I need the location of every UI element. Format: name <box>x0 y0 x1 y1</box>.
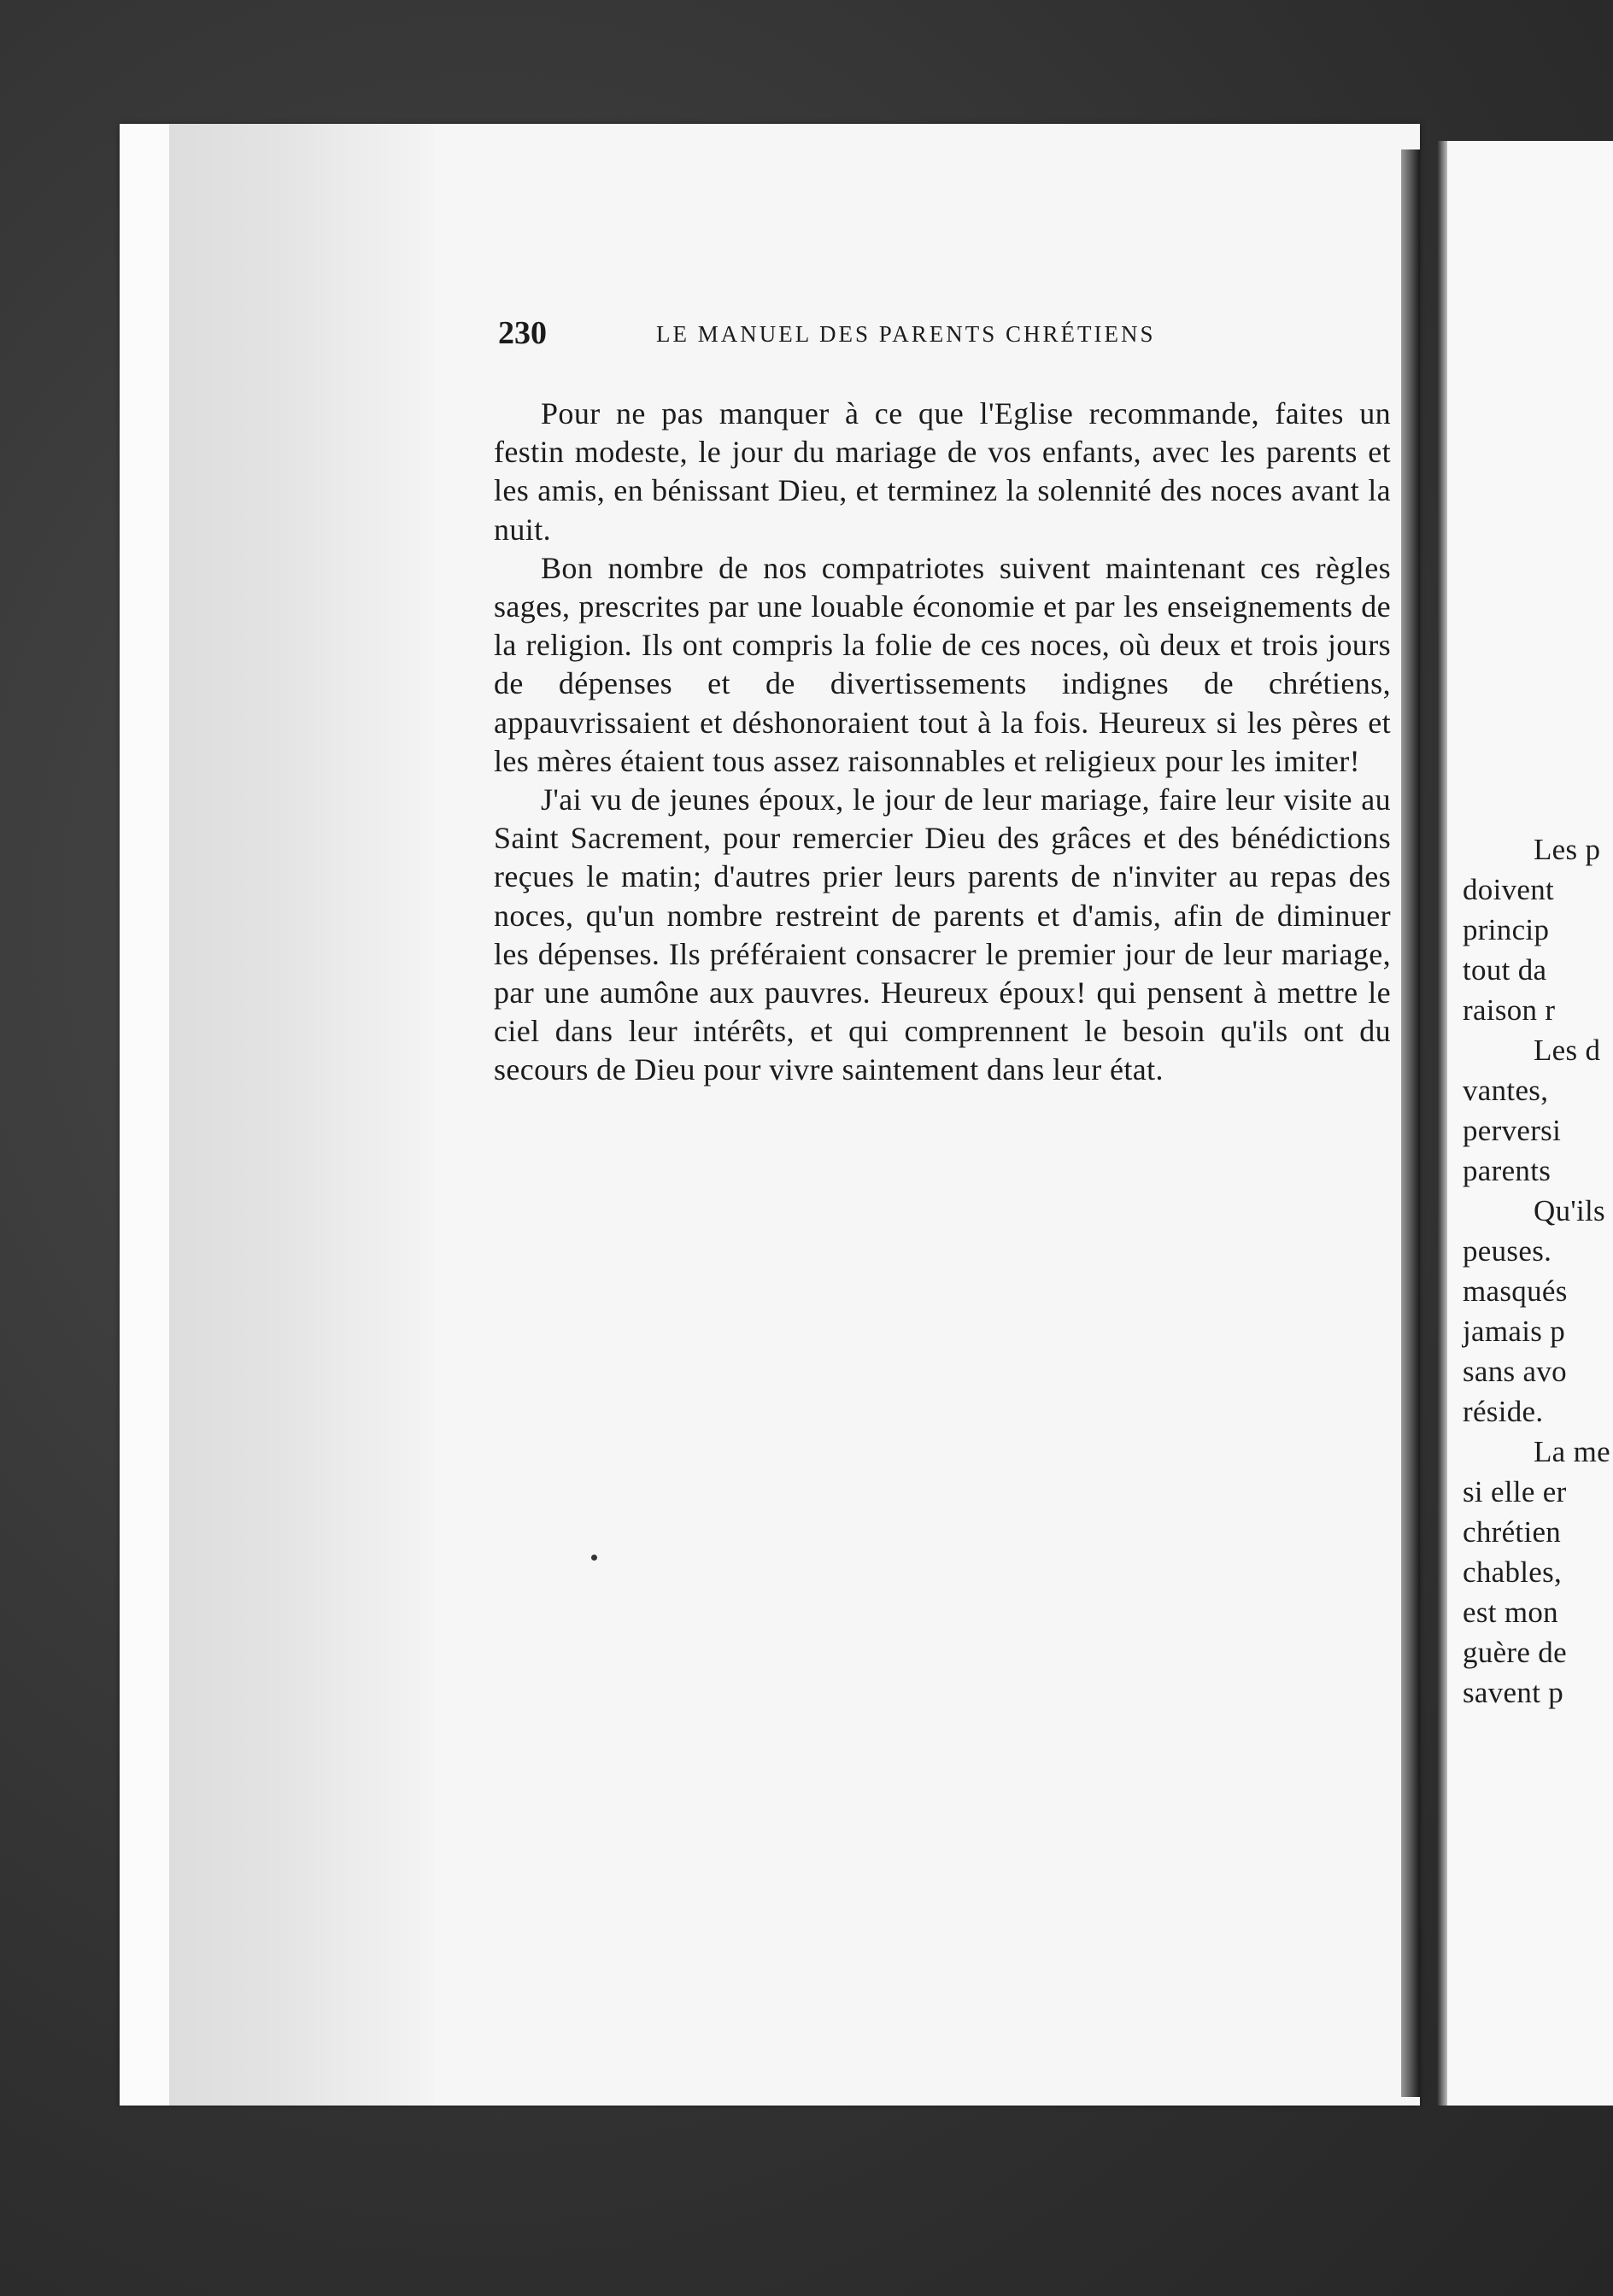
page-edge <box>120 124 169 2106</box>
paragraph: Pour ne pas manquer à ce que l'Eglise recommande, faites un festin modeste, le jour du mariage de vos enfants, avec les parents et les amis, en bénissant Dieu, et terminez la solennité des noces avant la nuit. <box>494 396 1391 547</box>
right-page-line: parents <box>1463 1154 1551 1187</box>
right-page-line: si elle er <box>1463 1475 1567 1508</box>
right-page-line: masqués <box>1463 1274 1568 1308</box>
right-page-line: réside. <box>1463 1395 1544 1428</box>
book-gutter <box>1401 149 1420 2097</box>
right-page-line: La me <box>1534 1435 1610 1468</box>
page-header <box>498 314 1370 357</box>
right-page-line: vantes, <box>1463 1074 1549 1107</box>
right-page-edge <box>1437 141 1447 2106</box>
right-page-line: peuses. <box>1463 1234 1552 1268</box>
right-page-line: savent p <box>1463 1676 1564 1709</box>
paragraph: Bon nombre de nos compatriotes suivent maintenant ces règles sages, prescrites par une louable économie et par les enseignements de la religion. Ils ont compris la folie de ces noces, où deux et trois jours de dépenses et de divertissements indignes de chrétiens, appauvrissaient et déshonoraient tout à la fois. Heureux si les pères et les mères étaient tous assez raisonnables et religieux pour les imiter! <box>494 550 1391 778</box>
paragraph: J'ai vu de jeunes époux, le jour de leur mariage, faire leur visite au Saint Sacrement, pour remercier Dieu des grâces et des bénédictions reçues le matin; d'autres prier leurs parents de n'inviter au repas des noces, qu'un nombre restreint de parents et d'amis, afin de diminuer les dépenses. Ils préféraient consacrer le premier jour de leur mariage, par une aumône aux pauvres. Heureux époux! qui pensent à mettre le ciel dans leur intérêts, et qui comprennent le besoin qu'ils ont du secours de Dieu pour vivre saintement dans leur état. <box>494 782 1391 1087</box>
right-page-line: chables, <box>1463 1555 1563 1589</box>
right-page-line: doivent <box>1463 873 1555 906</box>
right-page-line: Qu'ils <box>1534 1194 1605 1227</box>
ink-speck <box>591 1555 597 1561</box>
right-page-line: sans avo <box>1463 1355 1567 1388</box>
page-edge-shadow <box>169 124 434 2106</box>
right-page-line: jamais p <box>1463 1315 1566 1348</box>
page-number: 230 <box>498 315 547 351</box>
right-page-line: princip <box>1463 913 1550 946</box>
right-page-line: Les d <box>1534 1034 1601 1067</box>
right-page-line: raison r <box>1463 993 1556 1027</box>
running-title: LE MANUEL DES PARENTS CHRÉTIENS <box>656 321 1156 347</box>
body-text <box>494 395 1391 1090</box>
right-page-line: guère de <box>1463 1636 1567 1669</box>
right-page-line: tout da <box>1463 953 1547 987</box>
right-page-line: perversi <box>1463 1114 1562 1147</box>
right-page-line: chrétien <box>1463 1515 1562 1549</box>
right-page-line: est mon <box>1463 1596 1558 1629</box>
right-page-line: Les p <box>1534 833 1601 866</box>
